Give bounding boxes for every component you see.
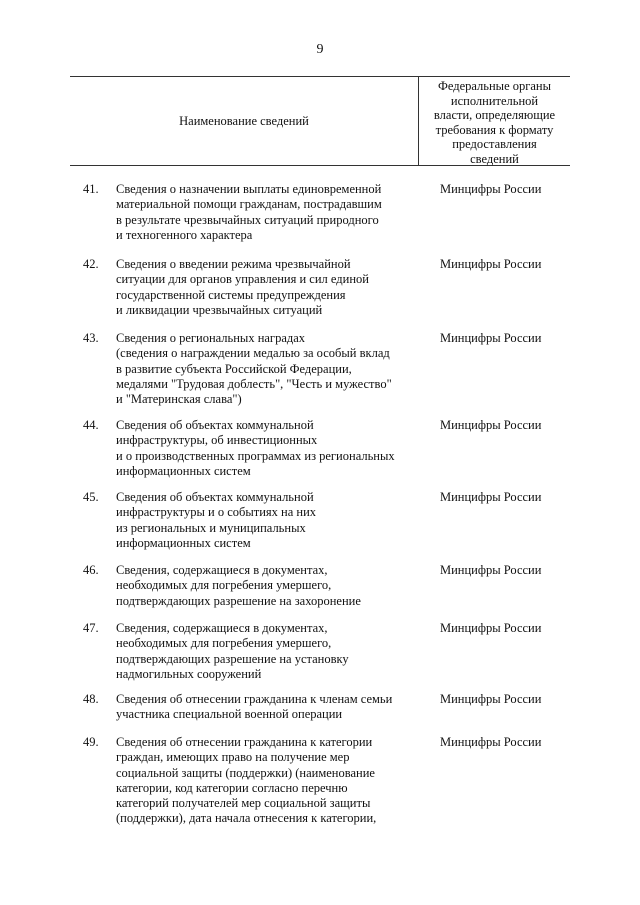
row-description-line: инфраструктуры и о событиях на них	[116, 505, 317, 520]
row-description	[116, 692, 416, 723]
row-description-line: инфраструктуры, об инвестиционных	[116, 433, 318, 448]
row-description-line: и о производственных программах из региональных	[116, 448, 395, 463]
row-description-line: Сведения об отнесении гражданина к категории	[116, 735, 373, 749]
row-description	[116, 331, 416, 407]
row-number: 46.	[83, 563, 99, 577]
row-description-line: (поддержки), дата начала отнесения к категории,	[116, 811, 377, 826]
row-authority: Минцифры России	[440, 182, 542, 196]
row-description-line: информационных систем	[116, 463, 251, 478]
header-authority-line: власти, определяющие	[433, 108, 556, 123]
row-description-line: Сведения о назначении выплаты единовременной	[116, 182, 382, 196]
row-description	[116, 563, 416, 609]
row-description	[116, 418, 416, 479]
row-description-line: подтверждающих разрешение на захоронение	[116, 593, 361, 608]
row-number: 41.	[83, 182, 99, 196]
row-number: 47.	[83, 621, 99, 635]
row-number: 49.	[83, 735, 99, 749]
row-description-line: медалями "Трудовая доблесть", "Честь и мужество"	[116, 376, 392, 391]
header-authority-line: требования к формату	[435, 122, 554, 137]
row-description-line: материальной помощи гражданам, пострадавшим	[116, 197, 382, 212]
row-description-line: Сведения, содержащиеся в документах,	[116, 621, 328, 635]
row-number: 48.	[83, 692, 99, 706]
row-authority: Минцифры России	[440, 490, 542, 504]
row-description	[116, 735, 416, 827]
row-description	[116, 257, 416, 318]
header-authority-line: Федеральные органы	[437, 79, 552, 93]
row-description-line: информационных систем	[116, 535, 251, 550]
row-description	[116, 621, 416, 682]
row-description-line: социальной защиты (поддержки) (наименование	[116, 765, 375, 780]
row-description-line: и техногенного характера	[116, 227, 253, 242]
row-number: 42.	[83, 257, 99, 271]
row-authority: Минцифры России	[440, 735, 542, 749]
row-description-line: в результате чрезвычайных ситуаций природного	[116, 212, 379, 227]
row-number: 43.	[83, 331, 99, 345]
row-description-line: государственной системы предупреждения	[116, 287, 346, 302]
row-description-line: подтверждающих разрешение на установку	[116, 651, 349, 666]
row-description	[116, 490, 416, 551]
header-authority-column	[419, 79, 570, 167]
header-authority-line: сведений	[470, 151, 519, 166]
row-description-line: Сведения об объектах коммунальной	[116, 418, 314, 432]
header-authority-line: исполнительной	[450, 93, 539, 108]
row-description-line: ситуации для органов управления и сил единой	[116, 272, 369, 287]
row-description-line: из региональных и муниципальных	[116, 520, 306, 535]
row-description-line: категории, код категории согласно перечню	[116, 780, 348, 795]
row-description-line: и "Материнская слава")	[116, 392, 242, 407]
table-header	[70, 76, 570, 166]
row-description-line: и ликвидации чрезвычайных ситуаций	[116, 302, 323, 317]
row-description-line: Сведения, содержащиеся в документах,	[116, 563, 328, 577]
row-description-line: надмогильных сооружений	[116, 666, 262, 681]
row-description-line: категорий получателей мер социальной защиты	[116, 796, 371, 811]
row-description-line: граждан, имеющих право на получение мер	[116, 750, 350, 765]
row-authority: Минцифры России	[440, 692, 542, 706]
row-description-line: участника специальной военной операции	[116, 707, 343, 722]
row-description-line: Сведения об объектах коммунальной	[116, 490, 314, 504]
row-number: 45.	[83, 490, 99, 504]
row-authority: Минцифры России	[440, 418, 542, 432]
row-description-line: Сведения о региональных наградах	[116, 331, 306, 345]
page-number: 9	[316, 42, 324, 57]
row-description-line: Сведения об отнесении гражданина к членам семьи	[116, 692, 393, 706]
row-authority: Минцифры России	[440, 621, 542, 635]
row-description	[116, 182, 416, 243]
header-name-column: Наименование сведений	[179, 113, 309, 128]
row-description-line: (сведения о награждении медалью за особый вклад	[116, 346, 390, 361]
header-authority-line: предоставления	[452, 137, 537, 152]
row-description-line: необходимых для погребения умершего,	[116, 578, 332, 593]
row-description-line: в развитие субъекта Российской Федерации,	[116, 361, 352, 376]
row-authority: Минцифры России	[440, 331, 542, 345]
row-description-line: необходимых для погребения умершего,	[116, 636, 332, 651]
row-authority: Минцифры России	[440, 257, 542, 271]
row-authority: Минцифры России	[440, 563, 542, 577]
row-description-line: Сведения о введении режима чрезвычайной	[116, 257, 351, 271]
row-number: 44.	[83, 418, 99, 432]
